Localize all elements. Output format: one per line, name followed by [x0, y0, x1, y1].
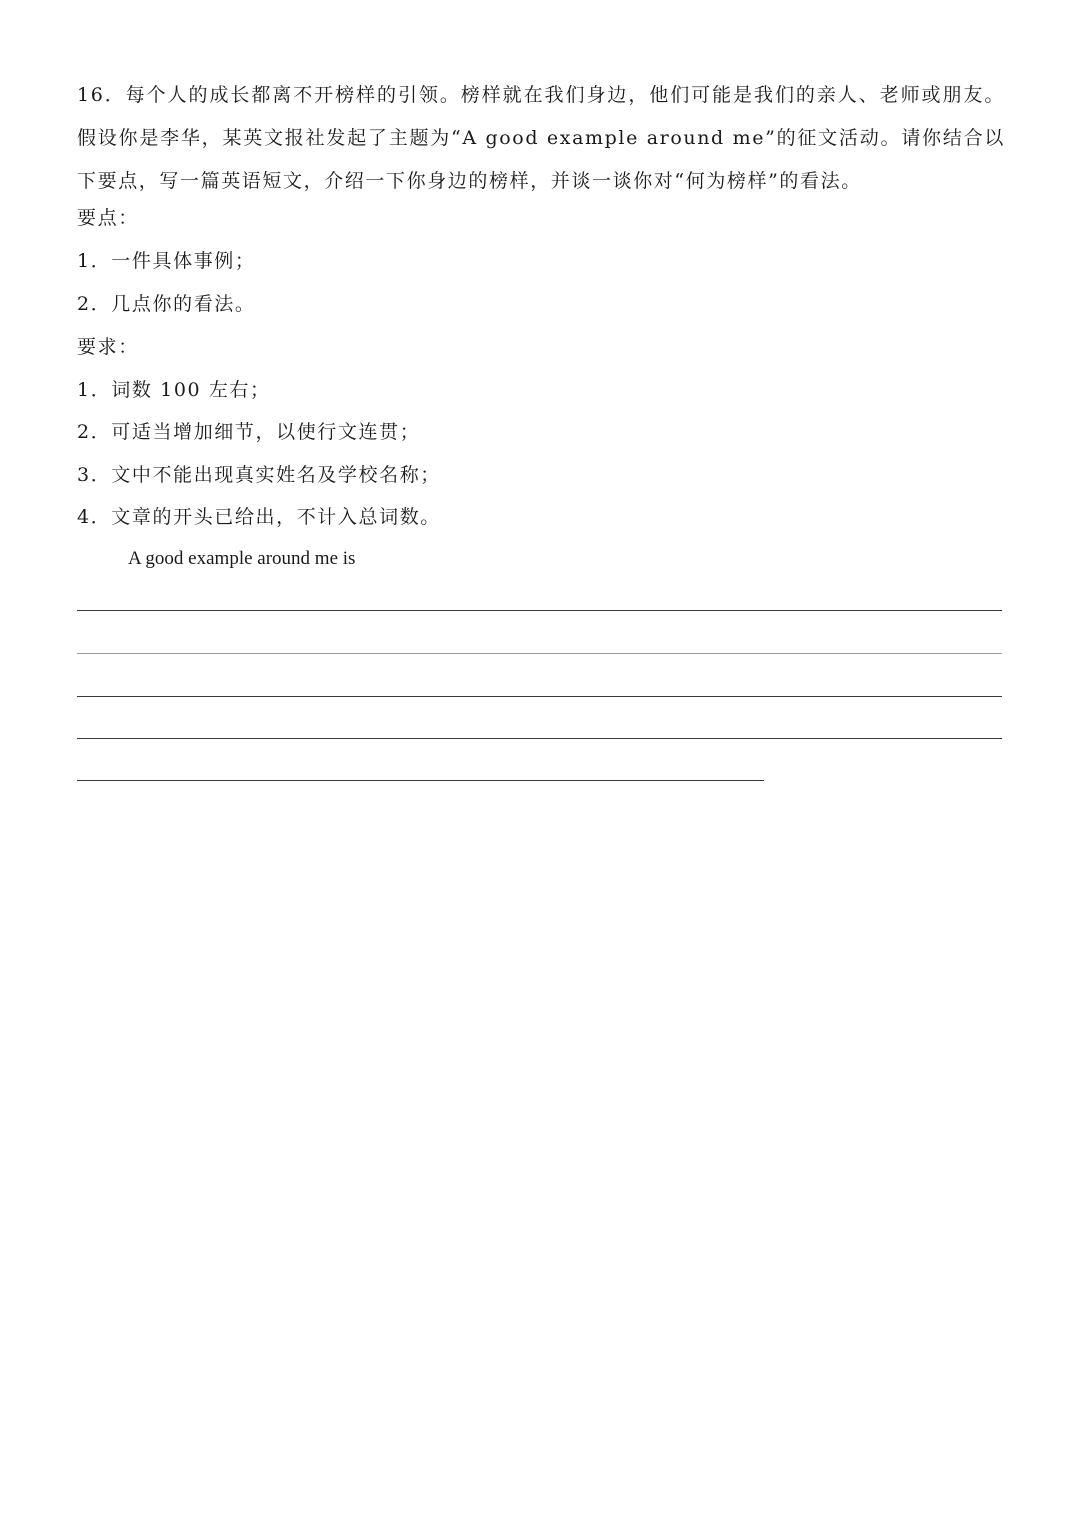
points-heading: 要点：: [77, 207, 139, 229]
requirements-heading: 要求：: [77, 336, 139, 358]
requirement-item-3: 3．文中不能出现真实姓名及学校名称；: [77, 464, 441, 486]
answer-line-4[interactable]: [77, 738, 1002, 739]
point-item-1: 1．一件具体事例；: [77, 250, 256, 272]
requirement-item-2: 2．可适当增加细节，以使行文连贯；: [77, 421, 421, 443]
question-prompt: 16．每个人的成长都离不开榜样的引领。榜样就在我们身边，他们可能是我们的亲人、老师或朋友。假设你是李华，某英文报社发起了主题为“A good example around me”的征文活动。请你结合以下要点，写一篇英语短文，介绍一下你身边的榜样，并谈一谈你对“何为榜样”的看法。: [77, 84, 1005, 192]
answer-line-2[interactable]: [77, 653, 1002, 654]
answer-line-3[interactable]: [77, 696, 1002, 697]
requirement-item-4: 4．文章的开头已给出，不计入总词数。: [77, 506, 441, 528]
answer-line-5[interactable]: [77, 780, 764, 781]
answer-line-1[interactable]: [77, 610, 1002, 611]
essay-starter: A good example around me is: [128, 548, 356, 569]
requirement-item-1: 1．词数 100 左右；: [77, 379, 271, 401]
point-item-2: 2．几点你的看法。: [77, 293, 256, 315]
